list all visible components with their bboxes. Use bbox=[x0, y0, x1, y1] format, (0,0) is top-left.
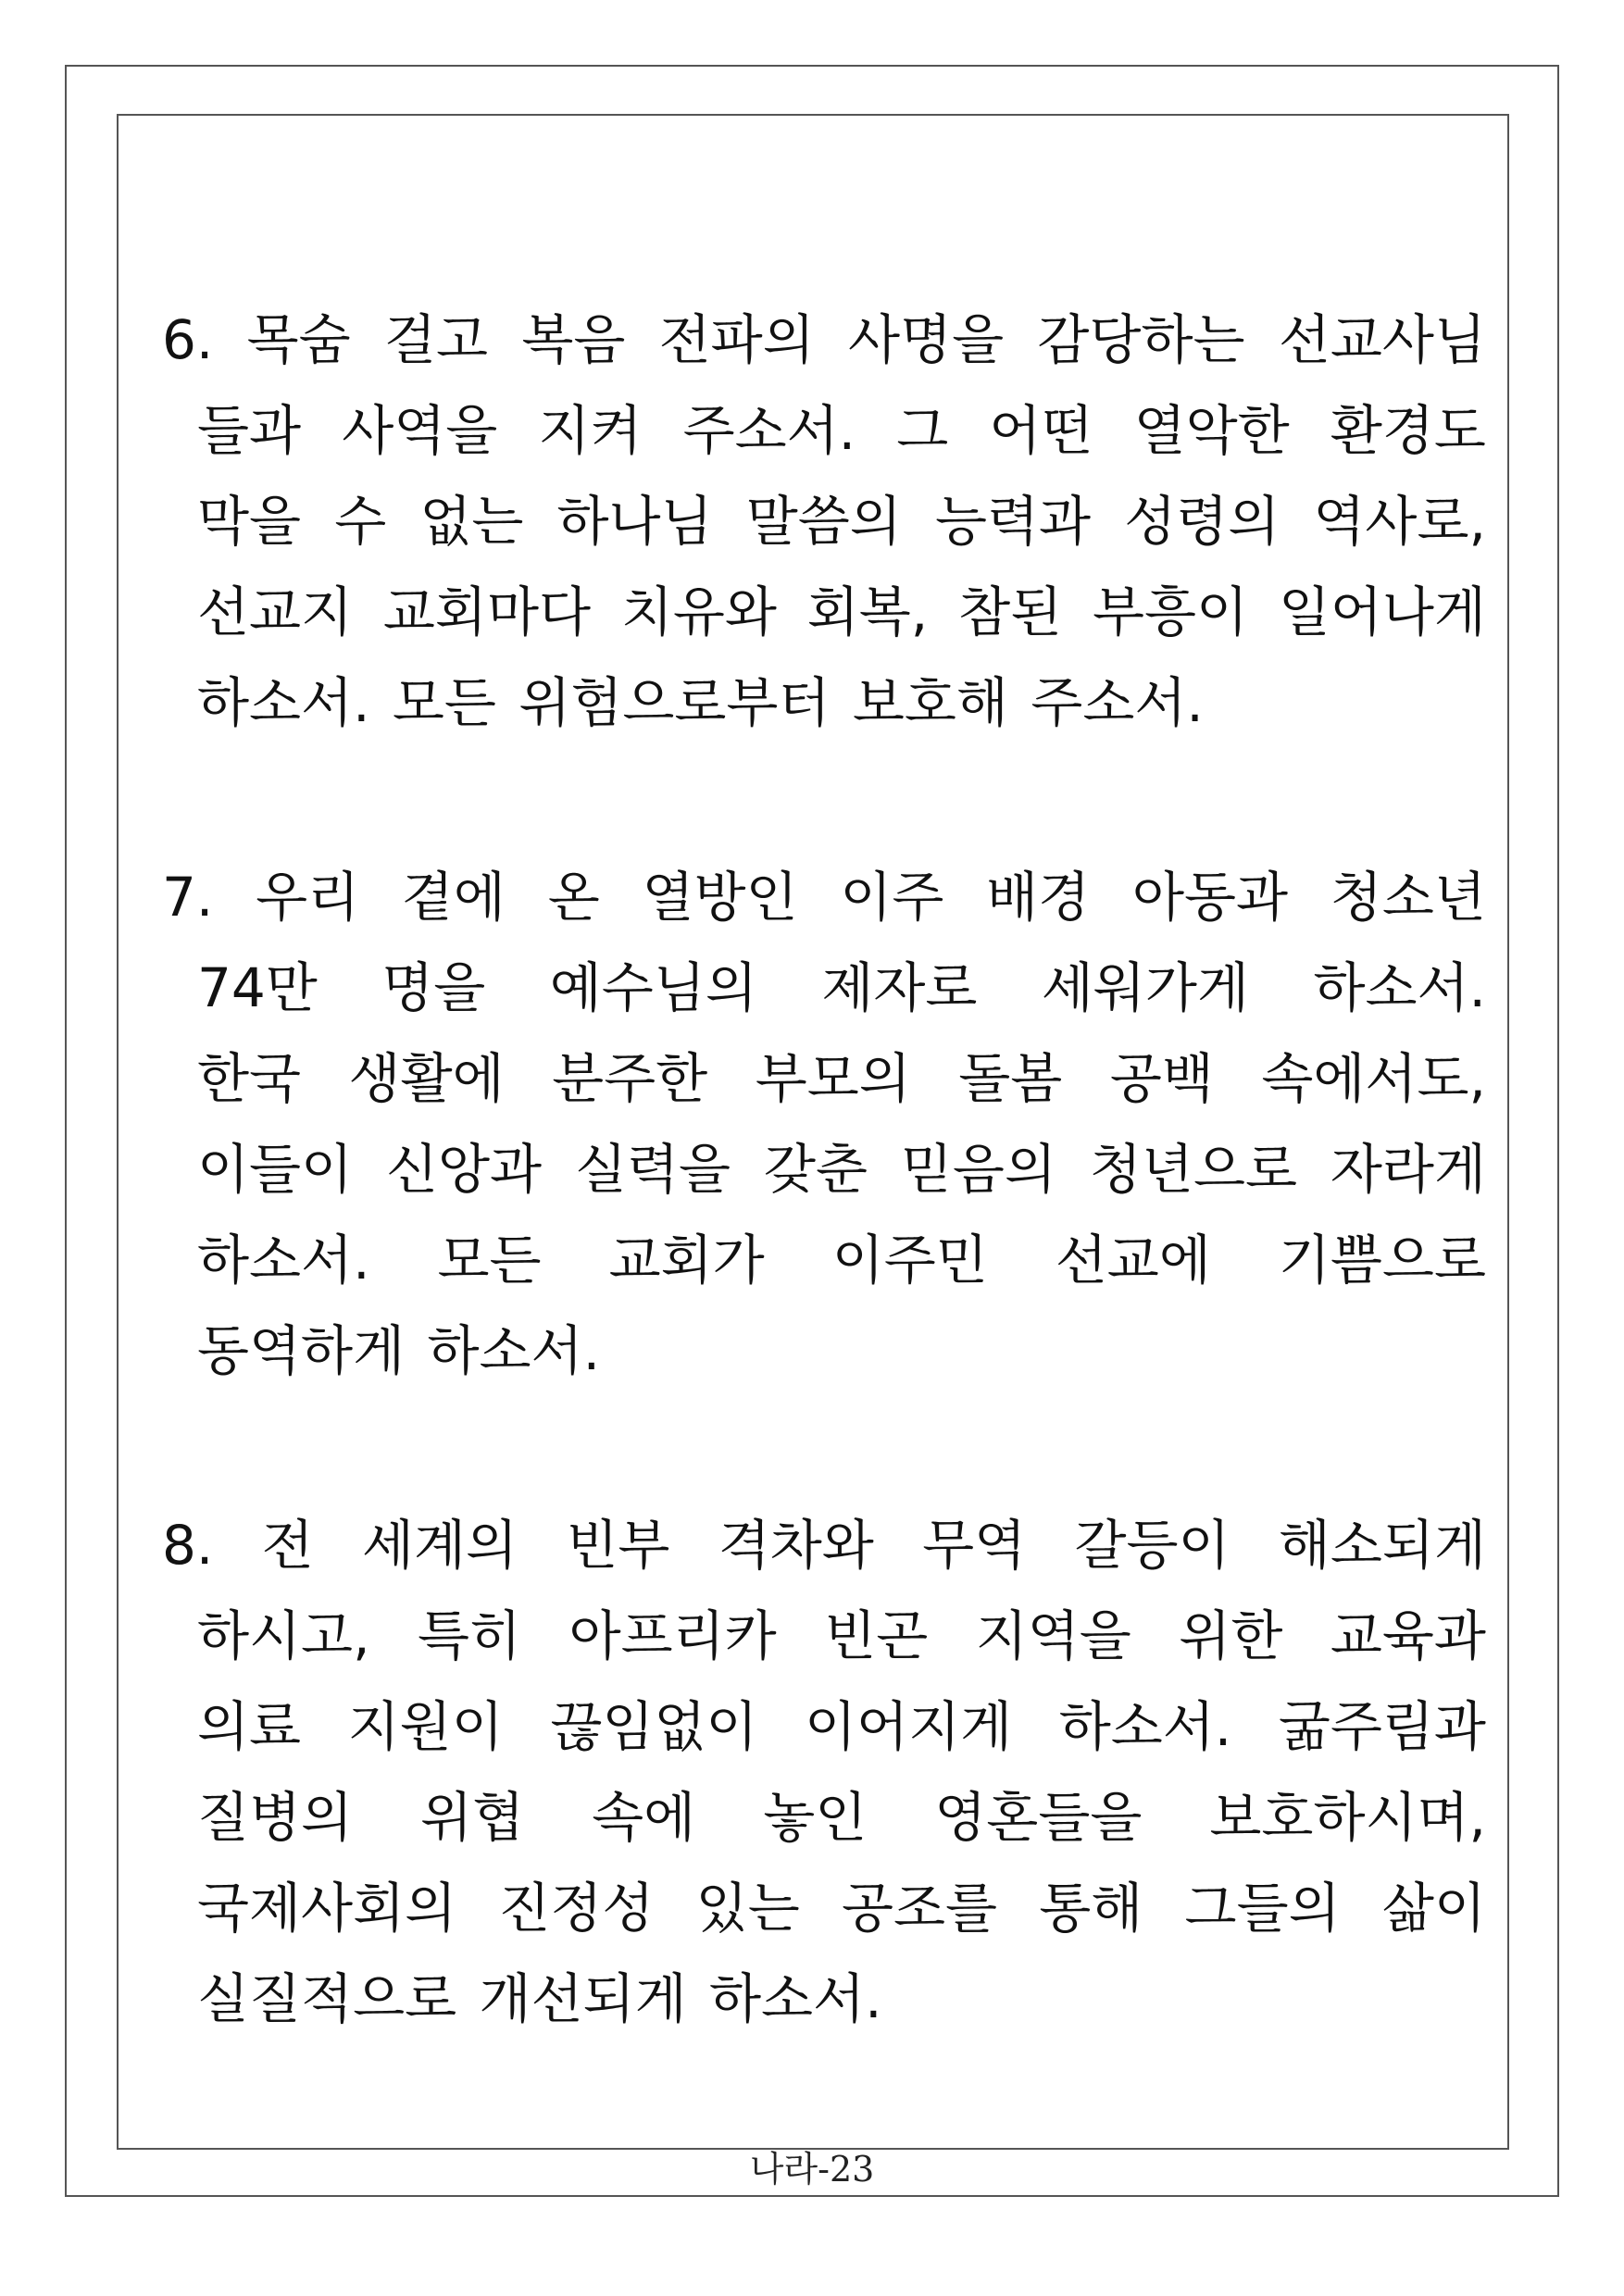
word: 7. bbox=[162, 866, 214, 929]
word: 명을 bbox=[381, 956, 486, 1019]
word: 성령의 bbox=[1124, 490, 1280, 553]
word: 그 bbox=[896, 399, 949, 462]
prayer-item-7 bbox=[162, 852, 1486, 1396]
word: 일어나게 bbox=[1278, 580, 1486, 643]
word: 전 bbox=[261, 1514, 314, 1577]
word: 걸고 bbox=[383, 308, 489, 371]
word: 질병의 bbox=[197, 1786, 354, 1849]
word: 있는 bbox=[695, 1877, 800, 1940]
word: 교육과 bbox=[1330, 1604, 1486, 1667]
word: 위협 bbox=[420, 1786, 525, 1849]
word: 무역 bbox=[922, 1514, 1027, 1577]
text-line bbox=[162, 1681, 1486, 1772]
word: 아프리카 bbox=[568, 1604, 777, 1667]
text-line bbox=[162, 1305, 1486, 1396]
word: 없는 bbox=[419, 490, 524, 553]
word: 전파의 bbox=[658, 308, 815, 371]
word: 부흥이 bbox=[1092, 580, 1249, 643]
word: 놓인 bbox=[763, 1786, 868, 1849]
word: 실력을 bbox=[574, 1138, 731, 1201]
text-line bbox=[162, 1500, 1486, 1591]
word: 공조를 bbox=[841, 1877, 998, 1940]
word: 기쁨으로 bbox=[1278, 1229, 1486, 1292]
word: 지역을 bbox=[975, 1604, 1131, 1667]
word: 아동과 bbox=[1131, 866, 1289, 929]
word: 보호해 bbox=[852, 671, 1008, 734]
word: 속에 bbox=[592, 1786, 696, 1849]
word: 주소서. bbox=[1031, 671, 1204, 734]
word: 개선되게 bbox=[479, 1967, 687, 2030]
word: 교회마다 bbox=[382, 580, 592, 643]
text-line bbox=[162, 1591, 1486, 1681]
word: 주소서. bbox=[682, 399, 856, 462]
word: 신앙과 bbox=[385, 1138, 543, 1201]
prayer-item-6 bbox=[162, 294, 1486, 748]
word: 부모의 bbox=[755, 1047, 911, 1110]
word: 예수님의 bbox=[549, 956, 757, 1019]
word: 그들의 bbox=[1184, 1877, 1341, 1940]
text-line bbox=[162, 294, 1486, 385]
word: 갖춘 bbox=[763, 1138, 868, 1201]
word: 능력과 bbox=[934, 490, 1092, 553]
word: 청소년 bbox=[1330, 866, 1486, 929]
word: 한국 bbox=[197, 1047, 302, 1110]
word: 위험으로부터 bbox=[518, 671, 831, 734]
word: 하소서. bbox=[197, 671, 370, 734]
word: 환경도 bbox=[1330, 399, 1486, 462]
word: 목숨 bbox=[246, 308, 351, 371]
word: 하소서. bbox=[1313, 956, 1486, 1019]
word: 하소서. bbox=[1058, 1695, 1232, 1758]
word: 선교지 bbox=[197, 580, 354, 643]
word: 세계의 bbox=[361, 1514, 518, 1577]
word: 보호하시며, bbox=[1209, 1786, 1486, 1849]
word: 이주 bbox=[840, 866, 944, 929]
word: 온 bbox=[547, 866, 600, 929]
word: 사명을 bbox=[848, 308, 1005, 371]
word: 6. bbox=[162, 308, 214, 371]
word: 곁에 bbox=[401, 866, 506, 929]
word: 제자로 bbox=[821, 956, 978, 1019]
word: 세워가게 bbox=[1041, 956, 1249, 1019]
text-line bbox=[162, 852, 1486, 942]
word: 지원이 bbox=[347, 1695, 504, 1758]
text-line bbox=[162, 476, 1486, 567]
word: 선교에 bbox=[1055, 1229, 1211, 1292]
text-line bbox=[162, 1215, 1486, 1305]
text-line bbox=[162, 1772, 1486, 1863]
word: 74만 bbox=[197, 956, 318, 1019]
word: 하소서. bbox=[197, 1229, 370, 1292]
prayer-item-8 bbox=[162, 1500, 1486, 2044]
word: 어떤 bbox=[989, 399, 1093, 462]
text-line bbox=[162, 1863, 1486, 1953]
word: 회복, bbox=[806, 580, 929, 643]
word: 치유와 bbox=[620, 580, 777, 643]
word: 하나님 bbox=[556, 490, 713, 553]
word: 모든 bbox=[437, 1229, 542, 1292]
word: 격차와 bbox=[718, 1514, 874, 1577]
word: 선교사님 bbox=[1278, 308, 1486, 371]
word: 청년으로 bbox=[1089, 1138, 1298, 1201]
word: 수 bbox=[334, 490, 387, 553]
word: 8. bbox=[162, 1514, 214, 1577]
word: 동역하게 bbox=[197, 1319, 406, 1382]
text-line bbox=[162, 385, 1486, 476]
word: 복음 bbox=[521, 308, 626, 371]
word: 이들이 bbox=[197, 1138, 354, 1201]
word: 분주한 bbox=[552, 1047, 708, 1110]
word: 지켜 bbox=[538, 399, 643, 462]
text-line bbox=[162, 942, 1486, 1033]
word: 굶주림과 bbox=[1278, 1695, 1486, 1758]
word: 통해 bbox=[1039, 1877, 1143, 1940]
word: 공백 bbox=[1109, 1047, 1214, 1110]
word: 열방인 bbox=[642, 866, 798, 929]
word: 이주민 bbox=[831, 1229, 988, 1292]
word: 하소서. bbox=[708, 1967, 882, 2030]
word: 영혼들을 bbox=[934, 1786, 1143, 1849]
text-line bbox=[162, 657, 1486, 748]
text-line bbox=[162, 1033, 1486, 1124]
word: 하소서. bbox=[427, 1319, 601, 1382]
word: 진정성 bbox=[498, 1877, 655, 1940]
word: 들과 bbox=[197, 399, 302, 462]
word: 빈곤 bbox=[824, 1604, 929, 1667]
word: 배경 bbox=[986, 866, 1091, 929]
word: 생활에 bbox=[348, 1047, 505, 1110]
word: 하시고, bbox=[197, 1604, 370, 1667]
word: 열악한 bbox=[1133, 399, 1290, 462]
word: 믿음의 bbox=[900, 1138, 1056, 1201]
word: 우리 bbox=[256, 866, 360, 929]
word: 막을 bbox=[197, 490, 302, 553]
word: 자라게 bbox=[1330, 1138, 1486, 1201]
prayer-list bbox=[162, 294, 1486, 2148]
word: 갈등이 bbox=[1074, 1514, 1230, 1577]
word: 삶이 bbox=[1381, 1877, 1486, 1940]
word: 속에서도, bbox=[1261, 1047, 1486, 1110]
word: 위한 bbox=[1179, 1604, 1283, 1667]
word: 실질적으로 bbox=[197, 1967, 457, 2030]
text-line bbox=[162, 1124, 1486, 1215]
word: 감당하는 bbox=[1037, 308, 1245, 371]
word: 말씀의 bbox=[745, 490, 902, 553]
word: 끊임없이 bbox=[550, 1695, 758, 1758]
word: 모든 bbox=[392, 671, 496, 734]
word: 빈부 bbox=[566, 1514, 670, 1577]
word: 역사로, bbox=[1313, 490, 1486, 553]
word: 사역을 bbox=[342, 399, 498, 462]
text-line bbox=[162, 567, 1486, 657]
text-line bbox=[162, 1953, 1486, 2044]
page-number: 나라-23 bbox=[749, 2149, 875, 2190]
word: 교회가 bbox=[608, 1229, 765, 1292]
word: 해소되게 bbox=[1278, 1514, 1486, 1577]
word: 특히 bbox=[418, 1604, 522, 1667]
word: 돌봄 bbox=[958, 1047, 1063, 1110]
word: 참된 bbox=[958, 580, 1063, 643]
word: 국제사회의 bbox=[197, 1877, 457, 1940]
word: 이어지게 bbox=[805, 1695, 1013, 1758]
word: 의료 bbox=[197, 1695, 302, 1758]
